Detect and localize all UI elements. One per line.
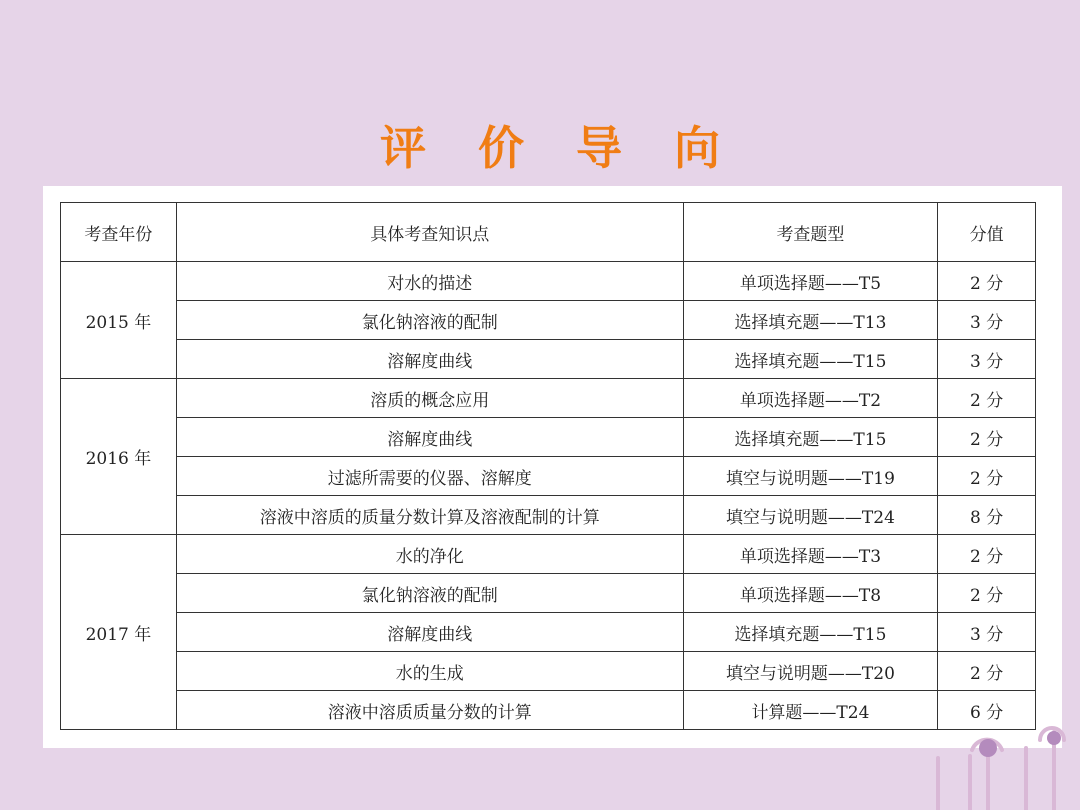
topic-cell: 水的生成 [176, 652, 683, 691]
header-question-type: 考查题型 [683, 203, 937, 262]
table-row [61, 340, 1036, 379]
table-row [61, 496, 1036, 535]
type-cell: 单项选择题——T3 [683, 535, 937, 574]
score-cell: 2 分 [938, 418, 1036, 457]
table-row [61, 691, 1036, 730]
topic-cell: 水的净化 [176, 535, 683, 574]
content-panel [43, 186, 1062, 748]
table-row [61, 301, 1036, 340]
type-cell: 单项选择题——T2 [683, 379, 937, 418]
type-cell: 选择填充题——T15 [683, 613, 937, 652]
topic-cell: 溶解度曲线 [176, 340, 683, 379]
topic-cell: 对水的描述 [176, 262, 683, 301]
table-row [61, 574, 1036, 613]
table-row [61, 262, 1036, 301]
score-cell: 2 分 [938, 379, 1036, 418]
table-row [61, 379, 1036, 418]
table-row [61, 613, 1036, 652]
topic-cell: 氯化钠溶液的配制 [176, 574, 683, 613]
decorative-bars-graphic [930, 718, 1080, 810]
score-cell: 2 分 [938, 535, 1036, 574]
type-cell: 单项选择题——T5 [683, 262, 937, 301]
type-cell: 填空与说明题——T19 [683, 457, 937, 496]
score-cell: 8 分 [938, 496, 1036, 535]
score-cell: 2 分 [938, 574, 1036, 613]
topic-cell: 溶解度曲线 [176, 418, 683, 457]
topic-cell: 氯化钠溶液的配制 [176, 301, 683, 340]
topic-cell: 溶液中溶质质量分数的计算 [176, 691, 683, 730]
type-cell: 单项选择题——T8 [683, 574, 937, 613]
slide-title: 评 价 导 向 [380, 121, 739, 175]
exam-analysis-table [60, 202, 1036, 730]
header-topic: 具体考查知识点 [176, 203, 683, 262]
year-cell: 2015 年 [61, 262, 177, 379]
table-header-row [61, 203, 1036, 262]
type-cell: 计算题——T24 [683, 691, 937, 730]
topic-cell: 过滤所需要的仪器、溶解度 [176, 457, 683, 496]
table-row [61, 652, 1036, 691]
score-cell: 3 分 [938, 613, 1036, 652]
topic-cell: 溶液中溶质的质量分数计算及溶液配制的计算 [176, 496, 683, 535]
table-row [61, 535, 1036, 574]
table-row [61, 418, 1036, 457]
type-cell: 填空与说明题——T20 [683, 652, 937, 691]
score-cell: 2 分 [938, 652, 1036, 691]
type-cell: 填空与说明题——T24 [683, 496, 937, 535]
header-year: 考查年份 [61, 203, 177, 262]
topic-cell: 溶解度曲线 [176, 613, 683, 652]
score-cell: 2 分 [938, 457, 1036, 496]
topic-cell: 溶质的概念应用 [176, 379, 683, 418]
year-cell: 2016 年 [61, 379, 177, 535]
type-cell: 选择填充题——T13 [683, 301, 937, 340]
type-cell: 选择填充题——T15 [683, 418, 937, 457]
score-cell: 3 分 [938, 301, 1036, 340]
header-score: 分值 [938, 203, 1036, 262]
year-cell: 2017 年 [61, 535, 177, 730]
type-cell: 选择填充题——T15 [683, 340, 937, 379]
score-cell: 3 分 [938, 340, 1036, 379]
score-cell: 6 分 [938, 691, 1036, 730]
score-cell: 2 分 [938, 262, 1036, 301]
table-row [61, 457, 1036, 496]
